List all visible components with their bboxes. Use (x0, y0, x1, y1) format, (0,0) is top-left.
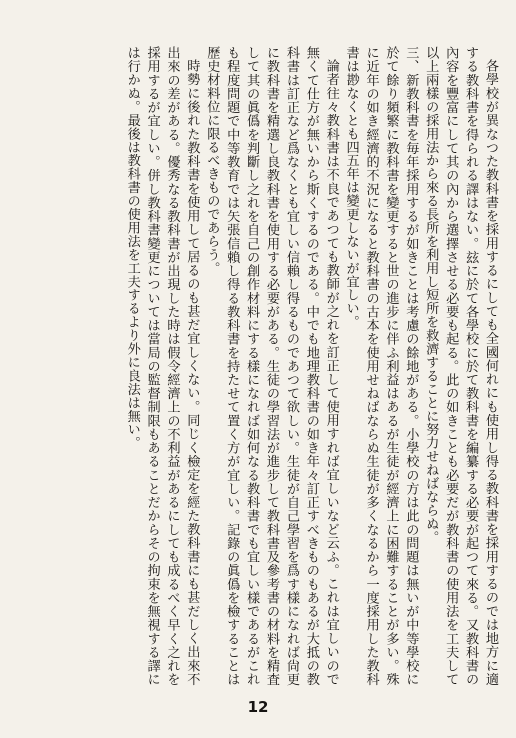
paragraph-4: 時勢に後れた教科書を使用して居るのも甚だ宜しくない。同じく檢定を經た教科書にも甚だしく出來不出來の差がある。優秀なる教科書が出現した時は假令經濟上の不利益があるにしても成るべく早く之れを採用するが宜しい。併し教科書變更については當局の監督制限もあることだからその拘束を無視する譯には行かぬ。最後は教科書の使用法を工夫するより外に良法は無い。 (124, 46, 200, 686)
page-number: 12 (247, 698, 269, 716)
paragraph-1: 各學校が異なつた教科書を採用するにしても全國何れにも使用し得る教科書を採用するのでは地方に適する教科書を得られる譯はない。玆に於て各學校に於て教科書を編纂する必要が起つて來る。又教科書の內容を豐富にして其の內から選擇させる必要も起る。此の如きことも必要だが教科書の使用法を工夫して以上兩樣の採用法から來る長所を利用し短所を救濟することに努力せねばならぬ。 (423, 46, 498, 686)
paragraph-3: 論者往々教科書は不良であつても教師が之れを訂正して使用すれば宜しいなど云ふ。これは宜しいので無くて仕方が無いから斯くするのである。中でも地理教科書の如き年々訂正すべきものもあるが大抵の教科書は訂正など爲なくとも宜しい信賴し得るものであつて欲しい。生徒が自己學習を爲す樣になれば尙更に教科書を精選し良教科書を使用する必要がある。生徒の學習法が進步して教科書及參考書の材料を精査して其の眞僞を判斷し之れを自己の創作材料にする樣になれば如何なる教科書でも宜しい樣であるがこれも程度問題で中等教育では矢張信賴し得る教科書を持たせて置く方が宜しい。記錄の眞僞を檢することは歷史材料位に限るべきものであらう。 (204, 46, 339, 686)
body-text (22, 46, 500, 686)
paragraph-2-point-three: 三、新教科書を毎年採用するが如きことは考慮の餘地がある。小學校の方は此の問題は無いが中等學校に於て餘り頻繁に教科書を變更すると世の進步に伴ふ利益はあるが生徒が經濟上に困難することが多い。殊に近年の如き經濟的不況になると教科書の古本を使用せねばならぬ生徒が多くなるから一度採用した教科書は尠なくとも四五年は變更しないが宜しい。 (343, 46, 419, 686)
